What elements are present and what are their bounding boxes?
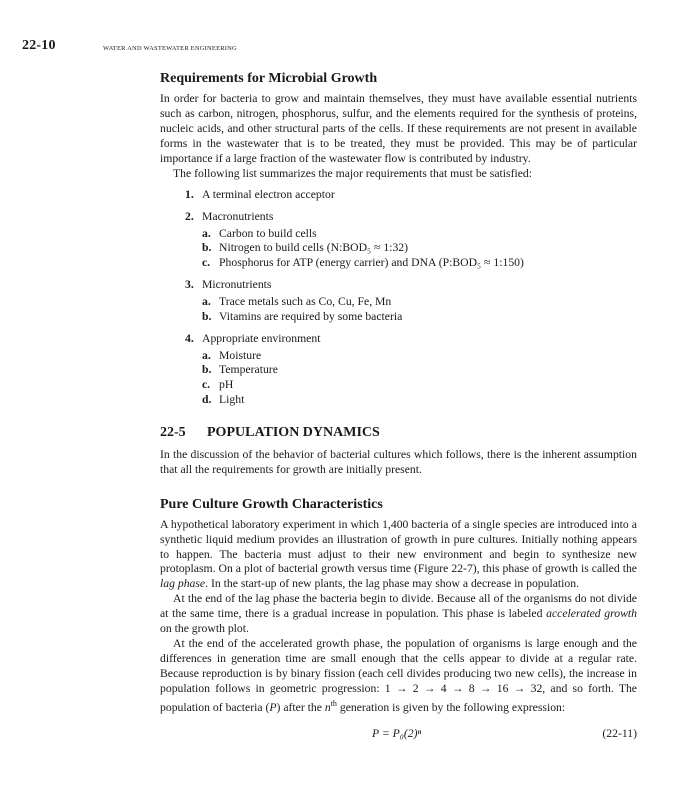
running-head: WATER AND WASTEWATER ENGINEERING <box>103 45 237 52</box>
sub-list <box>202 349 637 408</box>
sub-text: Phosphorus for ATP (energy carrier) and DNA (P:BOD₅ ≈ 1:150) <box>219 256 524 270</box>
heading-population-dynamics <box>160 424 637 442</box>
sub-text: Light <box>219 392 245 406</box>
sub-letter: a. <box>202 294 211 308</box>
item-number: 4. <box>185 331 194 345</box>
sub-text: Carbon to build cells <box>219 226 317 240</box>
sub-item <box>202 256 637 271</box>
sub-item <box>202 393 637 408</box>
equation-formula: P = P₀(2)ⁿ <box>372 726 422 740</box>
sub-letter: b. <box>202 241 212 255</box>
item-number: 3. <box>185 278 194 292</box>
list-item <box>160 188 637 203</box>
item-label: Macronutrients <box>202 209 274 223</box>
sub-item <box>202 227 637 242</box>
list-item <box>160 210 637 271</box>
sub-letter: c. <box>202 378 211 392</box>
sub-item <box>202 295 637 310</box>
item-number: 2. <box>185 209 194 223</box>
list-item <box>160 278 637 325</box>
sub-letter: d. <box>202 392 212 406</box>
requirements-list <box>160 188 637 408</box>
heading-pure-culture: Pure Culture Growth Characteristics <box>160 496 383 512</box>
equation-number: (22-11) <box>602 726 637 740</box>
paragraph: A hypothetical laboratory experiment in which 1,400 bacteria of a single species are introduced into a synthetic liquid medium provides an illustration of growth in pure cultures. Initially nothing appears to happen. The bacteria must adjust to their new environment and begin to synthesize new protoplasm. On a plot of bacterial growth versus time (Figure 22-7), this phase of growth is called the lag phase. In the start-up of new plants, the lag phase may show a decrease in population. <box>160 517 637 591</box>
page-body <box>160 70 637 745</box>
sub-text: Vitamins are required by some bacteria <box>219 309 403 323</box>
sub-text: pH <box>219 378 234 392</box>
term-accelerated-growth: accelerated growth <box>546 607 637 621</box>
item-label: Appropriate environment <box>202 331 321 345</box>
sub-letter: b. <box>202 363 212 377</box>
section-title: POPULATION DYNAMICS <box>207 424 380 440</box>
item-number: 1. <box>185 187 194 201</box>
sub-item <box>202 378 637 393</box>
sub-text: Nitrogen to build cells (N:BOD₅ ≈ 1:32) <box>219 241 409 255</box>
heading-microbial-growth: Requirements for Microbial Growth <box>160 71 378 86</box>
sub-text: Trace metals such as Co, Cu, Fe, Mn <box>219 294 392 308</box>
equation-22-11 <box>160 727 637 745</box>
paragraph: In the discussion of the behavior of bacterial cultures which follows, there is the inherent assumption that all the requirements for growth are initially present. <box>160 447 637 476</box>
paragraph: At the end of the accelerated growth phase, the population of organisms is large enough and the differences in generation time are small enough that the cells appear to divide at a regular rate. Because reproduction is by binary fission (each cell divides producing two new cells), the increase in population follows in geometric progression: 1 → 2 → 4 → 8 → 16 → 32, and so forth. The population of bacteria (P) after the $n^{th}$ generation is given by the following expression: <box>160 637 637 714</box>
sub-item <box>202 310 637 325</box>
sub-letter: a. <box>202 348 211 362</box>
sub-letter: b. <box>202 309 212 323</box>
sub-list <box>202 295 637 325</box>
sub-letter: a. <box>202 226 211 240</box>
sub-item <box>202 363 637 378</box>
item-label: A terminal electron acceptor <box>202 187 335 201</box>
list-item <box>160 332 637 408</box>
paragraph: The following list summarizes the major requirements that must be satisfied: <box>173 166 532 180</box>
sub-item <box>202 241 637 256</box>
sub-list <box>202 227 637 271</box>
paragraph: In order for bacteria to grow and maintain themselves, they must have available essential nutrients such as carbon, nitrogen, phosphorus, sulfur, and the elements required for the synthesis of proteins, nucleic acids, and other structural parts of the cells. If these requirements are not present in available forms in the wastewater that is to be treated, they must be provided. This may be of particular importance if a large fraction of the wastewater flow is contributed by industry. <box>160 92 637 165</box>
sub-letter: c. <box>202 256 211 270</box>
sub-text: Temperature <box>219 363 278 377</box>
term-lag-phase: lag phase <box>160 577 206 591</box>
sub-text: Moisture <box>219 348 262 362</box>
section-number: 22-5 <box>160 424 186 440</box>
page-number: 22-10 <box>22 38 56 53</box>
sub-item <box>202 349 637 364</box>
paragraph: At the end of the lag phase the bacteria begin to divide. Because all of the organisms do not divide at the same time, there is a gradual increase in population. This phase is labeled accelerated growth on the growth plot. <box>160 592 637 636</box>
item-label: Micronutrients <box>202 278 272 292</box>
